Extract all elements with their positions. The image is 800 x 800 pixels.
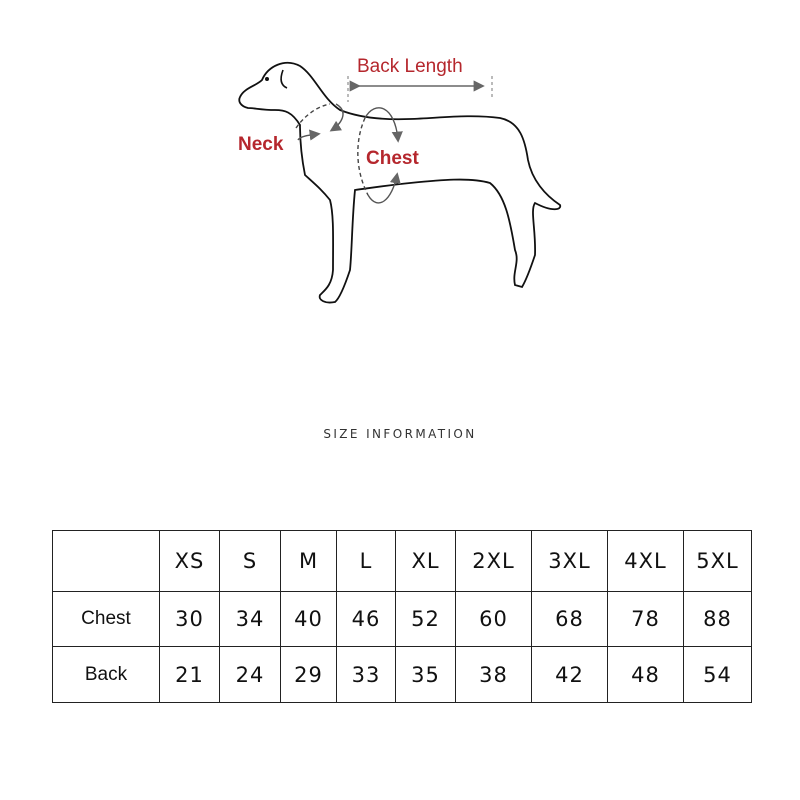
table-cell: 29 — [281, 647, 337, 703]
table-cell: 34 — [220, 592, 281, 647]
table-cell: 33 — [337, 647, 396, 703]
header-cell — [53, 531, 160, 592]
size-table — [52, 530, 752, 703]
header-cell: 2XL — [456, 531, 532, 592]
table-cell: 88 — [684, 592, 752, 647]
table-cell: 60 — [456, 592, 532, 647]
table-header-row — [53, 531, 752, 592]
table-cell: 21 — [160, 647, 220, 703]
table-cell: 30 — [160, 592, 220, 647]
header-cell: XS — [160, 531, 220, 592]
dog-eye — [265, 77, 269, 81]
header-cell: L — [337, 531, 396, 592]
chest-arrow-top — [365, 108, 398, 140]
table-cell: 68 — [532, 592, 608, 647]
header-cell: 3XL — [532, 531, 608, 592]
table-row-chest — [53, 592, 752, 647]
table-cell: 35 — [396, 647, 456, 703]
back-length-label: Back Length — [357, 56, 463, 77]
table-cell: 42 — [532, 647, 608, 703]
neck-label: Neck — [238, 134, 284, 155]
table-cell: 46 — [337, 592, 396, 647]
table-cell: 52 — [396, 592, 456, 647]
table-cell: 78 — [608, 592, 684, 647]
header-cell: 4XL — [608, 531, 684, 592]
row-label: Chest — [53, 592, 160, 647]
dog-ear — [281, 70, 287, 88]
row-label: Back — [53, 647, 160, 703]
table-cell: 54 — [684, 647, 752, 703]
dog-outline — [239, 63, 560, 303]
header-cell: XL — [396, 531, 456, 592]
chest-label: Chest — [366, 148, 419, 169]
size-information-title: SIZE INFORMATION — [323, 427, 477, 441]
chest-arrow-bottom — [368, 175, 397, 203]
header-cell: 5XL — [684, 531, 752, 592]
table-row-back — [53, 647, 752, 703]
table-cell: 38 — [456, 647, 532, 703]
table-cell: 48 — [608, 647, 684, 703]
neck-dashed-line — [296, 104, 330, 128]
header-cell: M — [281, 531, 337, 592]
table-cell: 40 — [281, 592, 337, 647]
header-cell: S — [220, 531, 281, 592]
table-cell: 24 — [220, 647, 281, 703]
